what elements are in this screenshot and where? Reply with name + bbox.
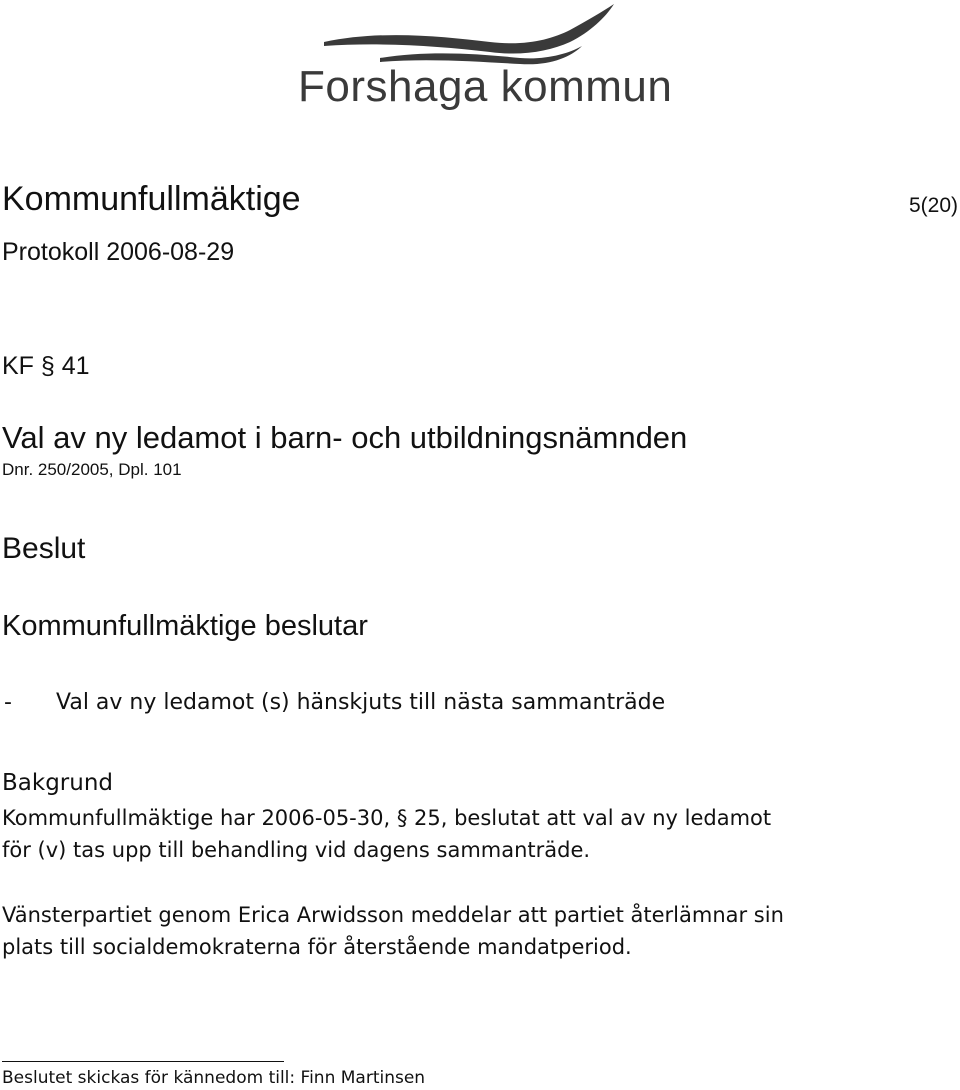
decision-subheading: Kommunfullmäktige beslutar [2, 610, 368, 642]
decision-bullet: - [4, 690, 12, 715]
distribution-note: Beslutet skickas för kännedom till: Finn Martinsen [2, 1068, 426, 1088]
decision-item: Val av ny ledamot (s) hänskjuts till nästa sammanträde [56, 690, 666, 715]
document-title: Kommunfullmäktige [2, 180, 301, 218]
paragraph-reference: KF § 41 [2, 352, 90, 380]
background-paragraph-line: Kommunfullmäktige har 2006-05-30, § 25, beslutat att val av ny ledamot [2, 806, 772, 830]
background-paragraph-line: Vänsterpartiet genom Erica Arwidsson meddelar att partiet återlämnar sin [2, 903, 784, 927]
logo-wordmark: Forshaga kommun [298, 62, 673, 111]
background-heading: Bakgrund [2, 770, 114, 796]
background-paragraph-line: plats till socialdemokraterna för återstående mandatperiod. [2, 935, 632, 959]
logo-swoosh-icon [320, 2, 620, 66]
diary-number: Dnr. 250/2005, Dpl. 101 [2, 460, 182, 479]
footnote-divider [2, 1061, 284, 1062]
item-title: Val av ny ledamot i barn- och utbildningsnämnden [2, 420, 688, 455]
protocol-date: Protokoll 2006-08-29 [2, 238, 235, 266]
decision-heading: Beslut [2, 532, 86, 565]
page-number: 5(20) [908, 194, 958, 217]
background-paragraph-line: för (v) tas upp till behandling vid dagens sammanträde. [2, 838, 591, 862]
